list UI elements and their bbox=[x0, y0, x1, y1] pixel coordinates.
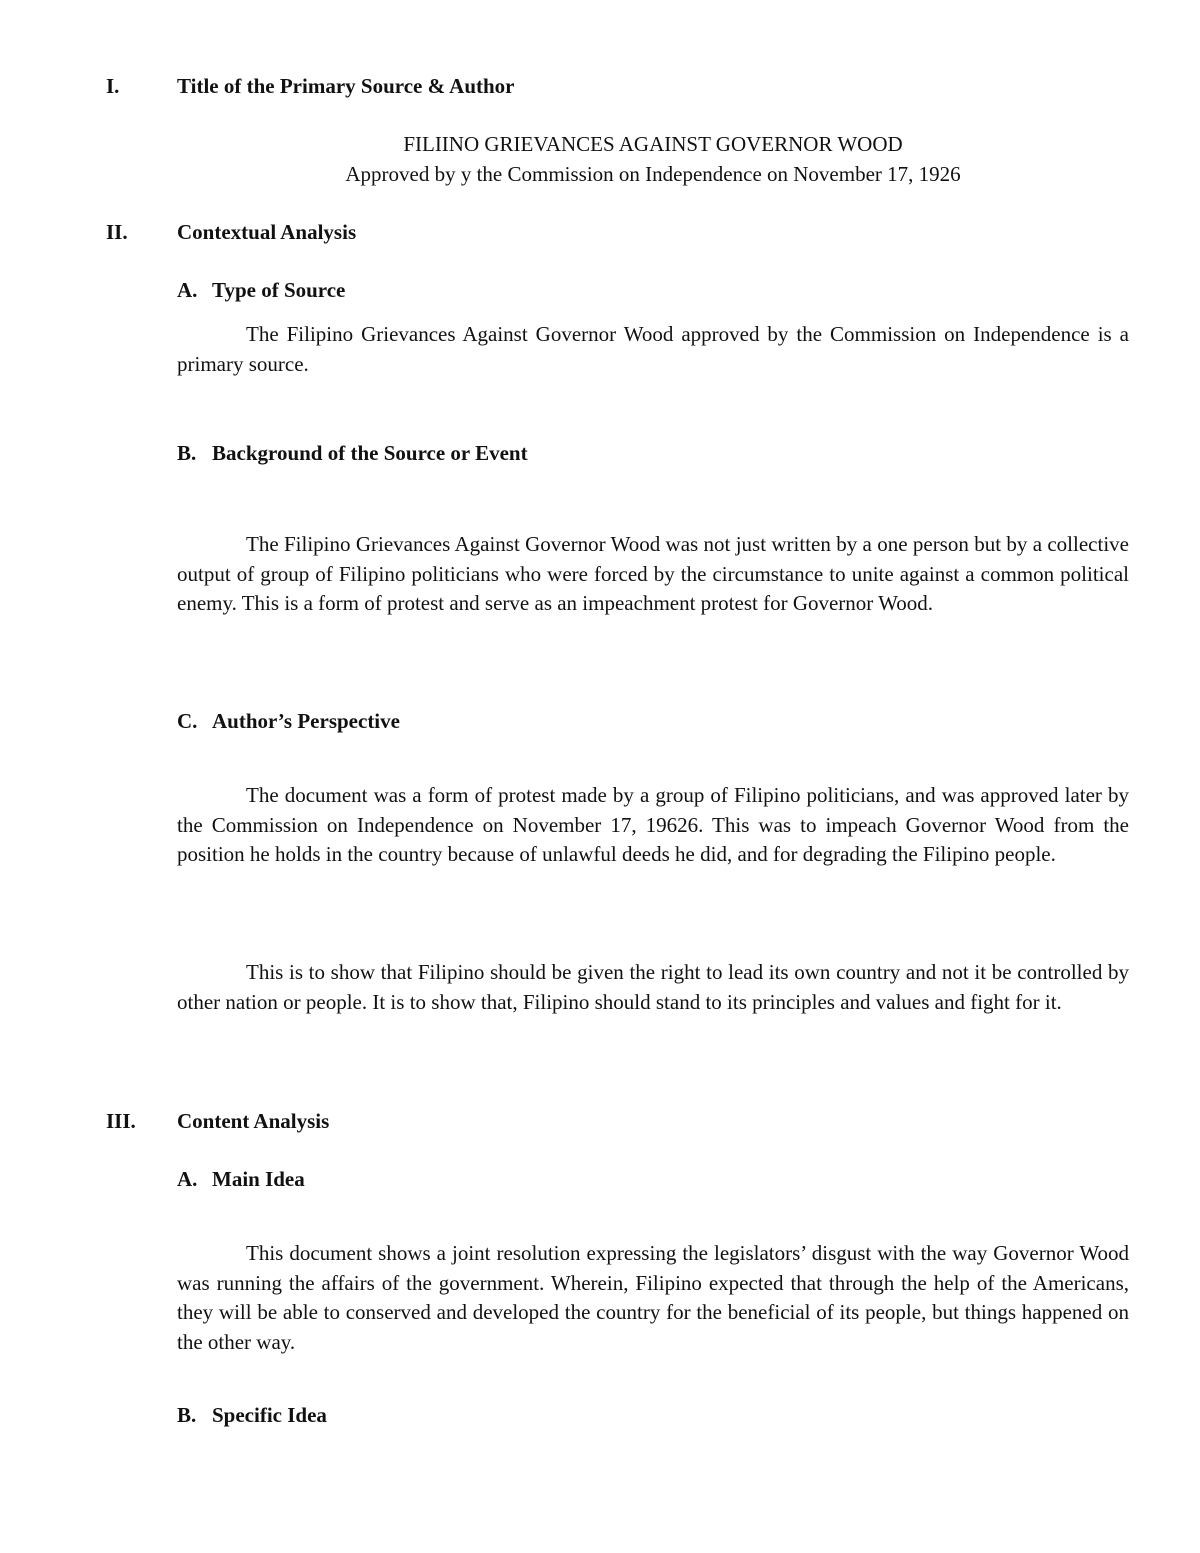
subsection-3a-title: Main Idea bbox=[212, 1167, 305, 1191]
section-3-heading: Content Analysis bbox=[177, 1109, 330, 1133]
subsection-3b-letter: B. bbox=[177, 1403, 197, 1427]
subsection-2b-title: Background of the Source or Event bbox=[212, 441, 528, 465]
subsection-2c-heading bbox=[177, 709, 400, 734]
subsection-3b-heading bbox=[177, 1403, 327, 1428]
subsection-3a-letter: A. bbox=[177, 1167, 198, 1191]
background-paragraph: The Filipino Grievances Against Governor Wood was not just written by a one person but by a collective output of group of Filipino politicians who were forced by the circumstance to unite against a common political enemy. This is a form of protest and serve as an impeachment protest for Governor Wood. bbox=[177, 532, 1129, 615]
subsection-2a-letter: A. bbox=[177, 278, 198, 302]
subsection-2a-heading bbox=[177, 278, 345, 303]
subsection-3b-title: Specific Idea bbox=[212, 1403, 327, 1427]
author-perspective-paragraph-2: This is to show that Filipino should be given the right to lead its own country and not it be controlled by other nation or people. It is to show that, Filipino should stand to its principles and values and fight for it. bbox=[177, 960, 1129, 1014]
subsection-2a-title: Type of Source bbox=[212, 278, 346, 302]
main-idea-paragraph: This document shows a joint resolution expressing the legislators’ disgust with the way Governor Wood was running the affairs of the government. Wherein, Filipino expected that through the help of the Americans, they will be able to conserved and developed the country for the beneficial of its people, but things happened on the other way. bbox=[177, 1241, 1129, 1354]
section-1-numeral: I. bbox=[106, 74, 120, 98]
section-2-heading: Contextual Analysis bbox=[177, 220, 357, 244]
section-2-numeral: II. bbox=[106, 220, 128, 244]
subsection-3a-heading bbox=[177, 1167, 305, 1192]
type-of-source-paragraph: The Filipino Grievances Against Governor Wood approved by the Commission on Independence is a primary source. bbox=[177, 322, 1129, 376]
author-perspective-paragraph-1: The document was a form of protest made by a group of Filipino politicians, and was approved later by the Commission on Independence on November 17, 19626. This was to impeach Governor Wood from the position he holds in the country because of unlawful deeds he did, and for degrading the Filipino people. bbox=[177, 783, 1129, 866]
section-3-numeral: III. bbox=[106, 1109, 136, 1133]
section-1-heading: Title of the Primary Source & Author bbox=[177, 74, 515, 98]
source-title: FILIINO GRIEVANCES AGAINST GOVERNOR WOOD bbox=[403, 132, 903, 156]
subsection-2b-heading bbox=[177, 441, 528, 466]
source-subtitle: Approved by y the Commission on Independence on November 17, 1926 bbox=[345, 162, 961, 186]
subsection-2c-letter: C. bbox=[177, 709, 198, 733]
subsection-2c-title: Author’s Perspective bbox=[212, 709, 400, 733]
subsection-2b-letter: B. bbox=[177, 441, 197, 465]
